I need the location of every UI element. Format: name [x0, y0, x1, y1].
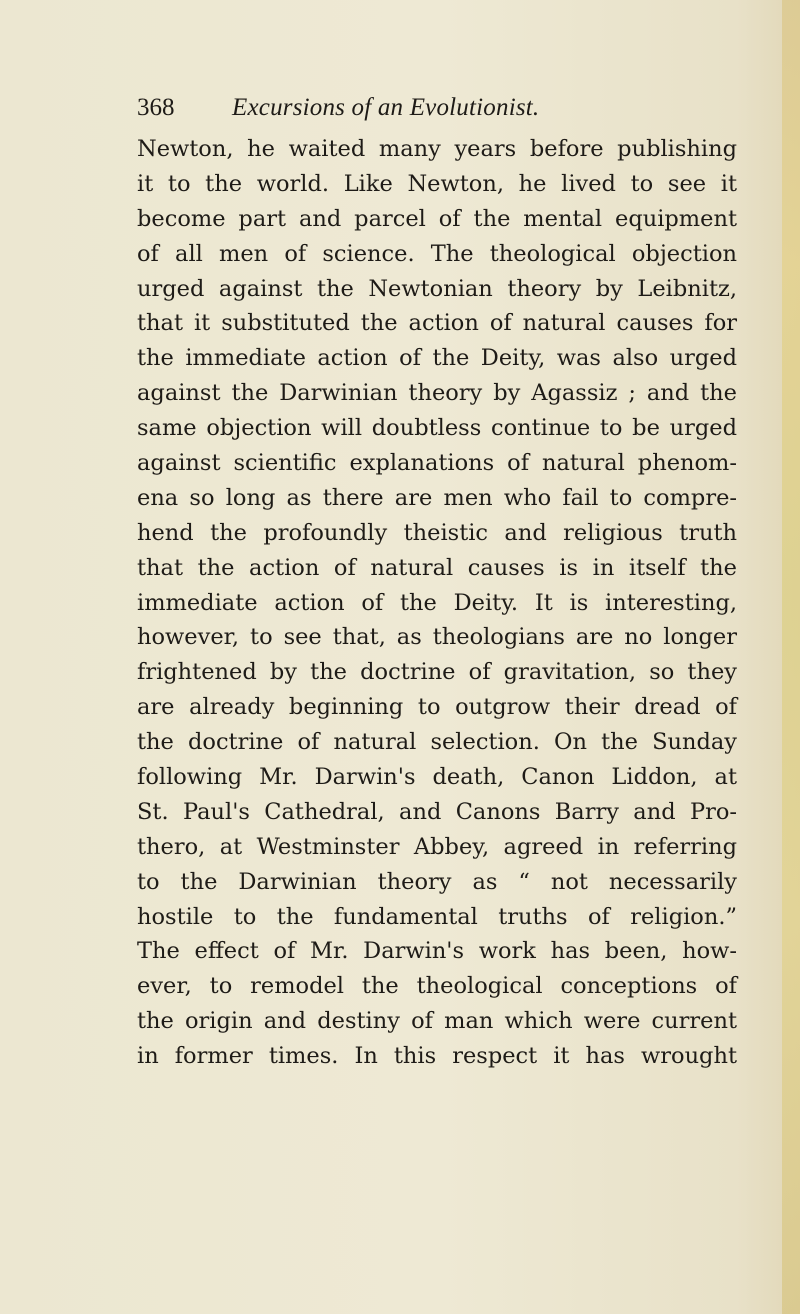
- text-line: to the Darwinian theory as “ not necessarily: [137, 868, 737, 895]
- text-line: the doctrine of natural selection. On the Sunday: [137, 729, 737, 756]
- text-line: that the action of natural causes is in itself the: [137, 554, 737, 581]
- page-edge-stain: [782, 0, 800, 1314]
- running-header: [137, 88, 737, 128]
- text-line: against scientific explanations of natural phenom-: [137, 450, 737, 477]
- text-line: are already beginning to outgrow their dread of: [137, 694, 737, 721]
- body-text: [137, 132, 737, 1074]
- text-line: of all men of science. The theological objection: [137, 240, 737, 267]
- text-line: the origin and destiny of man which were current: [137, 1008, 737, 1035]
- text-line: become part and parcel of the mental equipment: [137, 205, 737, 232]
- text-line: in former times. In this respect it has wrought: [137, 1043, 737, 1070]
- text-line: following Mr. Darwin's death, Canon Liddon, at: [137, 764, 737, 791]
- text-line: immediate action of the Deity. It is interesting,: [137, 589, 737, 616]
- text-line: ever, to remodel the theological conceptions of: [137, 973, 737, 1000]
- page-number: 368: [137, 94, 175, 121]
- text-line: against the Darwinian theory by Agassiz ; and the: [137, 380, 737, 407]
- text-line: urged against the Newtonian theory by Leibnitz,: [137, 275, 737, 302]
- text-line: the immediate action of the Deity, was also urged: [137, 345, 737, 372]
- text-line: ena so long as there are men who fail to compre-: [137, 484, 737, 511]
- text-line: frightened by the doctrine of gravitation, so they: [137, 659, 737, 686]
- text-line: thero, at Westminster Abbey, agreed in referring: [137, 833, 737, 860]
- text-line: hostile to the fundamental truths of religion.”: [137, 903, 737, 930]
- running-title: Excursions of an Evolutionist.: [232, 94, 540, 121]
- text-line: that it substituted the action of natural causes for: [137, 310, 737, 337]
- text-line: Newton, he waited many years before publishing: [137, 136, 737, 162]
- text-line: it to the world. Like Newton, he lived to see it: [137, 170, 737, 197]
- text-line: hend the profoundly theistic and religious truth: [137, 519, 737, 546]
- text-line: same objection will doubtless continue to be urged: [137, 415, 737, 442]
- text-line: The effect of Mr. Darwin's work has been, how-: [137, 938, 737, 965]
- text-line: St. Paul's Cathedral, and Canons Barry and Pro-: [137, 798, 737, 825]
- text-line: however, to see that, as theologians are no longer: [137, 624, 737, 651]
